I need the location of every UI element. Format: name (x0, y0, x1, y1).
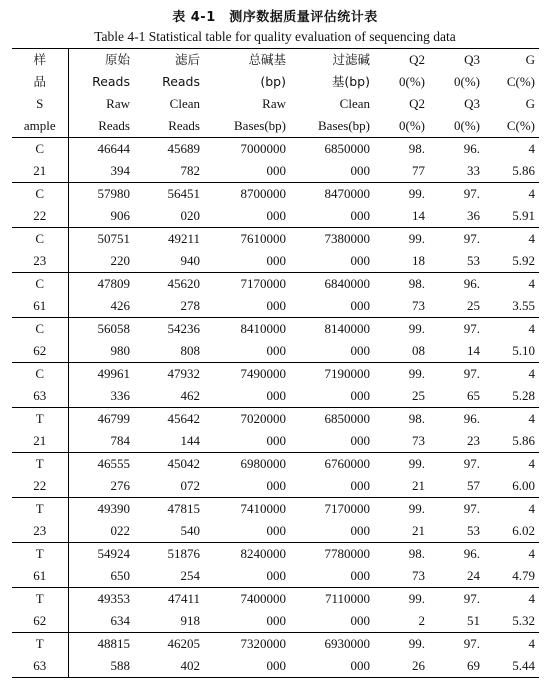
cell-raw-reads: 47809 (97, 276, 130, 291)
cell-q20: 98. (408, 141, 425, 156)
cell-clean-bases: 000 (290, 475, 374, 498)
cell-raw-reads: 46799 (97, 411, 130, 426)
cell-q20: 99. (408, 366, 425, 381)
cell-q30: 24 (429, 565, 484, 588)
cell-q20: 21 (374, 475, 429, 498)
header-cell-gc: C(%) (484, 115, 539, 138)
header-row (12, 71, 539, 93)
header-cell-q20: Q2 (374, 49, 429, 72)
cell-clean-reads: 278 (134, 295, 204, 318)
cell-q20: 21 (374, 520, 429, 543)
table-row (12, 183, 539, 206)
table-title-chinese: 表 4-1 测序数据质量评估统计表 (172, 10, 378, 25)
cell-raw-bases: 8410000 (240, 321, 286, 336)
cell-clean-reads: 54236 (167, 321, 200, 336)
cell-sample: 63 (12, 655, 68, 678)
cell-q30: 97. (463, 366, 480, 381)
table-row (12, 610, 539, 633)
header-row (12, 115, 539, 138)
table-row (12, 588, 539, 611)
header-cell-clean-reads: Clean (169, 96, 200, 111)
cell-gc: 4 (528, 501, 535, 516)
cell-clean-bases: 6850000 (324, 141, 370, 156)
cell-sample: C (12, 318, 68, 341)
header-cell-clean-bases: Clean (339, 96, 370, 111)
cell-clean-reads: 49211 (167, 231, 200, 246)
cell-sample: T (12, 498, 68, 521)
cell-raw-bases: 6980000 (240, 456, 286, 471)
cell-q30: 53 (429, 250, 484, 273)
cell-gc: 6.02 (484, 520, 539, 543)
cell-sample: T (12, 408, 68, 431)
cell-sample: C (12, 183, 68, 206)
cell-raw-reads: 48815 (97, 636, 130, 651)
cell-raw-reads: 54924 (97, 546, 130, 561)
cell-q30: 96. (463, 411, 480, 426)
cell-raw-bases: 7020000 (240, 411, 286, 426)
cell-sample: C (12, 228, 68, 251)
table-row (12, 205, 539, 228)
cell-raw-reads: 50751 (97, 231, 130, 246)
cell-q20: 99. (408, 501, 425, 516)
cell-q20: 73 (374, 295, 429, 318)
cell-gc: 5.28 (484, 385, 539, 408)
cell-sample: T (12, 633, 68, 656)
header-cell-sample: 品 (12, 71, 68, 93)
cell-raw-bases: 8240000 (240, 546, 286, 561)
cell-clean-bases: 000 (290, 160, 374, 183)
cell-clean-reads: 462 (134, 385, 204, 408)
header-cell-gc: C(%) (506, 74, 535, 89)
cell-raw-reads: 276 (68, 475, 134, 498)
cell-gc: 5.91 (484, 205, 539, 228)
cell-raw-bases: 000 (204, 160, 290, 183)
cell-sample: 61 (12, 565, 68, 588)
header-row (12, 93, 539, 115)
cell-raw-reads: 46644 (97, 141, 130, 156)
cell-raw-bases: 7400000 (240, 591, 286, 606)
cell-q30: 14 (429, 340, 484, 363)
cell-q20: 77 (374, 160, 429, 183)
cell-q20: 99. (408, 186, 425, 201)
cell-gc: 4 (528, 141, 535, 156)
cell-raw-bases: 000 (204, 340, 290, 363)
cell-raw-bases: 000 (204, 610, 290, 633)
cell-gc: 4 (528, 411, 535, 426)
cell-sample: 62 (12, 340, 68, 363)
header-cell-gc: G (525, 96, 535, 111)
cell-clean-reads: 47411 (167, 591, 200, 606)
cell-clean-reads: 072 (134, 475, 204, 498)
cell-gc: 6.00 (484, 475, 539, 498)
cell-clean-reads: 56451 (167, 186, 200, 201)
cell-sample: T (12, 543, 68, 566)
cell-q30: 97. (463, 231, 480, 246)
table-row (12, 228, 539, 251)
cell-q30: 69 (429, 655, 484, 678)
header-cell-raw-bases: Raw (262, 96, 286, 111)
table-row (12, 273, 539, 296)
header-cell-q20: 0(%) (374, 115, 429, 138)
cell-q20: 99. (408, 231, 425, 246)
cell-sample: T (12, 453, 68, 476)
cell-q20: 73 (374, 430, 429, 453)
cell-q20: 73 (374, 565, 429, 588)
cell-q20: 26 (374, 655, 429, 678)
cell-sample: 22 (12, 205, 68, 228)
header-cell-sample: ample (12, 115, 68, 138)
cell-clean-reads: 47815 (167, 501, 200, 516)
cell-sample: T (12, 588, 68, 611)
cell-raw-reads: 336 (68, 385, 134, 408)
table-row (12, 363, 539, 386)
cell-gc: 5.92 (484, 250, 539, 273)
header-cell-sample: S (12, 93, 68, 115)
cell-q30: 65 (429, 385, 484, 408)
cell-raw-bases: 000 (204, 655, 290, 678)
cell-q30: 97. (463, 321, 480, 336)
cell-clean-reads: 020 (134, 205, 204, 228)
cell-q30: 97. (463, 186, 480, 201)
cell-q20: 18 (374, 250, 429, 273)
cell-sample: 23 (12, 250, 68, 273)
cell-raw-reads: 426 (68, 295, 134, 318)
cell-raw-bases: 8700000 (240, 186, 286, 201)
header-cell-raw-reads: 原始 (68, 49, 134, 72)
cell-clean-reads: 254 (134, 565, 204, 588)
cell-clean-bases: 000 (290, 520, 374, 543)
cell-clean-bases: 000 (290, 655, 374, 678)
cell-q20: 14 (374, 205, 429, 228)
cell-clean-bases: 6930000 (324, 636, 370, 651)
header-cell-raw-reads: Raw (106, 96, 130, 111)
table-row (12, 430, 539, 453)
cell-sample: C (12, 273, 68, 296)
header-cell-q20: Q2 (409, 96, 425, 111)
cell-gc: 3.55 (484, 295, 539, 318)
table-row (12, 520, 539, 543)
cell-clean-bases: 000 (290, 205, 374, 228)
cell-sample: 63 (12, 385, 68, 408)
cell-q30: 96. (463, 276, 480, 291)
cell-raw-reads: 49961 (97, 366, 130, 381)
cell-clean-reads: 808 (134, 340, 204, 363)
cell-gc: 5.86 (484, 160, 539, 183)
cell-raw-reads: 980 (68, 340, 134, 363)
cell-clean-reads: 45689 (167, 141, 200, 156)
cell-gc: 4 (528, 366, 535, 381)
cell-clean-reads: 51876 (167, 546, 200, 561)
cell-clean-bases: 000 (290, 565, 374, 588)
cell-clean-bases: 7780000 (324, 546, 370, 561)
cell-q30: 96. (463, 546, 480, 561)
cell-q20: 99. (408, 321, 425, 336)
cell-raw-bases: 000 (204, 565, 290, 588)
cell-clean-reads: 540 (134, 520, 204, 543)
cell-raw-bases: 7610000 (240, 231, 286, 246)
cell-raw-reads: 49390 (97, 501, 130, 516)
cell-raw-bases: 000 (204, 520, 290, 543)
cell-clean-bases: 7190000 (324, 366, 370, 381)
cell-raw-bases: 000 (204, 475, 290, 498)
cell-raw-bases: 000 (204, 385, 290, 408)
cell-raw-reads: 57980 (97, 186, 130, 201)
table-row (12, 453, 539, 476)
cell-gc: 4 (528, 546, 535, 561)
cell-sample: 22 (12, 475, 68, 498)
cell-clean-bases: 000 (290, 295, 374, 318)
header-cell-clean-bases: Bases(bp) (290, 115, 374, 138)
cell-gc: 5.32 (484, 610, 539, 633)
header-cell-q30: 0(%) (429, 115, 484, 138)
cell-q20: 99. (408, 636, 425, 651)
cell-q30: 97. (463, 456, 480, 471)
table-header (12, 49, 539, 138)
table-row (12, 565, 539, 588)
table-row (12, 655, 539, 678)
quality-evaluation-table (12, 48, 539, 678)
cell-q30: 23 (429, 430, 484, 453)
cell-q30: 96. (463, 141, 480, 156)
cell-clean-bases: 000 (290, 430, 374, 453)
table-row (12, 633, 539, 656)
cell-clean-reads: 45642 (167, 411, 200, 426)
cell-clean-reads: 402 (134, 655, 204, 678)
table-body (12, 138, 539, 678)
header-cell-sample: 样 (12, 49, 68, 72)
cell-q20: 08 (374, 340, 429, 363)
cell-raw-reads: 650 (68, 565, 134, 588)
cell-raw-reads: 022 (68, 520, 134, 543)
table-row (12, 138, 539, 161)
table-row (12, 543, 539, 566)
table-row (12, 385, 539, 408)
cell-clean-reads: 45042 (167, 456, 200, 471)
cell-gc: 4 (528, 276, 535, 291)
cell-q20: 99. (408, 456, 425, 471)
header-cell-raw-bases: 总碱基 (204, 49, 290, 72)
table-row (12, 250, 539, 273)
cell-q30: 36 (429, 205, 484, 228)
cell-gc: 4 (528, 231, 535, 246)
cell-q20: 98. (408, 411, 425, 426)
cell-q20: 99. (408, 591, 425, 606)
cell-q30: 97. (463, 501, 480, 516)
cell-gc: 5.86 (484, 430, 539, 453)
cell-clean-bases: 7380000 (324, 231, 370, 246)
cell-raw-bases: 7000000 (240, 141, 286, 156)
cell-raw-reads: 394 (68, 160, 134, 183)
header-cell-clean-reads: Reads (134, 115, 204, 138)
cell-clean-reads: 144 (134, 430, 204, 453)
cell-q30: 51 (429, 610, 484, 633)
cell-q30: 25 (429, 295, 484, 318)
cell-q20: 98. (408, 546, 425, 561)
cell-clean-reads: 782 (134, 160, 204, 183)
cell-raw-bases: 000 (204, 430, 290, 453)
cell-q30: 33 (429, 160, 484, 183)
cell-gc: 5.10 (484, 340, 539, 363)
cell-raw-reads: 588 (68, 655, 134, 678)
cell-clean-bases: 7170000 (324, 501, 370, 516)
cell-gc: 4 (528, 636, 535, 651)
header-row (12, 49, 539, 72)
cell-clean-reads: 46205 (167, 636, 200, 651)
cell-q20: 25 (374, 385, 429, 408)
cell-clean-bases: 000 (290, 610, 374, 633)
cell-gc: 5.44 (484, 655, 539, 678)
cell-clean-reads: 47932 (167, 366, 200, 381)
cell-gc: 4 (528, 321, 535, 336)
cell-clean-bases: 8140000 (324, 321, 370, 336)
cell-raw-reads: 634 (68, 610, 134, 633)
cell-clean-bases: 6840000 (324, 276, 370, 291)
table-row (12, 160, 539, 183)
cell-sample: 21 (12, 160, 68, 183)
cell-clean-bases: 000 (290, 340, 374, 363)
cell-clean-bases: 6850000 (324, 411, 370, 426)
cell-raw-bases: 7410000 (240, 501, 286, 516)
table-row (12, 340, 539, 363)
cell-gc: 4 (528, 456, 535, 471)
cell-q20: 2 (374, 610, 429, 633)
cell-sample: 21 (12, 430, 68, 453)
cell-q30: 53 (429, 520, 484, 543)
cell-gc: 4 (528, 186, 535, 201)
cell-sample: 61 (12, 295, 68, 318)
cell-q30: 97. (463, 636, 480, 651)
cell-q20: 98. (408, 276, 425, 291)
header-cell-gc: G (484, 49, 539, 72)
cell-q30: 57 (429, 475, 484, 498)
header-cell-clean-bases: 过滤碱 (290, 49, 374, 72)
cell-gc: 4.79 (484, 565, 539, 588)
cell-raw-reads: 784 (68, 430, 134, 453)
cell-raw-reads: 906 (68, 205, 134, 228)
cell-raw-bases: 000 (204, 205, 290, 228)
cell-raw-bases: 000 (204, 250, 290, 273)
cell-clean-bases: 7110000 (324, 591, 370, 606)
header-cell-raw-reads: Reads (92, 74, 130, 89)
cell-gc: 4 (528, 591, 535, 606)
cell-sample: C (12, 138, 68, 161)
cell-raw-reads: 46555 (97, 456, 130, 471)
cell-clean-bases: 6760000 (324, 456, 370, 471)
cell-clean-reads: 45620 (167, 276, 200, 291)
cell-raw-reads: 49353 (97, 591, 130, 606)
cell-raw-bases: 7320000 (240, 636, 286, 651)
cell-raw-reads: 220 (68, 250, 134, 273)
header-cell-q30: Q3 (464, 96, 480, 111)
header-cell-clean-bases: 基(bp) (331, 74, 370, 89)
header-cell-q30: Q3 (429, 49, 484, 72)
cell-clean-bases: 000 (290, 385, 374, 408)
cell-raw-reads: 56058 (97, 321, 130, 336)
cell-q30: 97. (463, 591, 480, 606)
header-cell-q30: 0(%) (454, 74, 480, 89)
table-row (12, 295, 539, 318)
header-cell-q20: 0(%) (399, 74, 425, 89)
cell-sample: 23 (12, 520, 68, 543)
cell-raw-bases: 7490000 (240, 366, 286, 381)
table-row (12, 408, 539, 431)
table-row (12, 498, 539, 521)
header-cell-clean-reads: 滤后 (134, 49, 204, 72)
cell-sample: C (12, 363, 68, 386)
cell-clean-bases: 8470000 (324, 186, 370, 201)
cell-raw-bases: 000 (204, 295, 290, 318)
header-cell-raw-reads: Reads (68, 115, 134, 138)
cell-raw-bases: 7170000 (240, 276, 286, 291)
table-title-english: Table 4-1 Statistical table for quality evaluation of sequencing data (94, 29, 456, 44)
cell-clean-reads: 918 (134, 610, 204, 633)
cell-clean-reads: 940 (134, 250, 204, 273)
header-cell-raw-bases: Bases(bp) (204, 115, 290, 138)
table-row (12, 318, 539, 341)
header-cell-raw-bases: (bp) (260, 74, 286, 89)
cell-sample: 62 (12, 610, 68, 633)
cell-clean-bases: 000 (290, 250, 374, 273)
table-row (12, 475, 539, 498)
header-cell-clean-reads: Reads (162, 74, 200, 89)
